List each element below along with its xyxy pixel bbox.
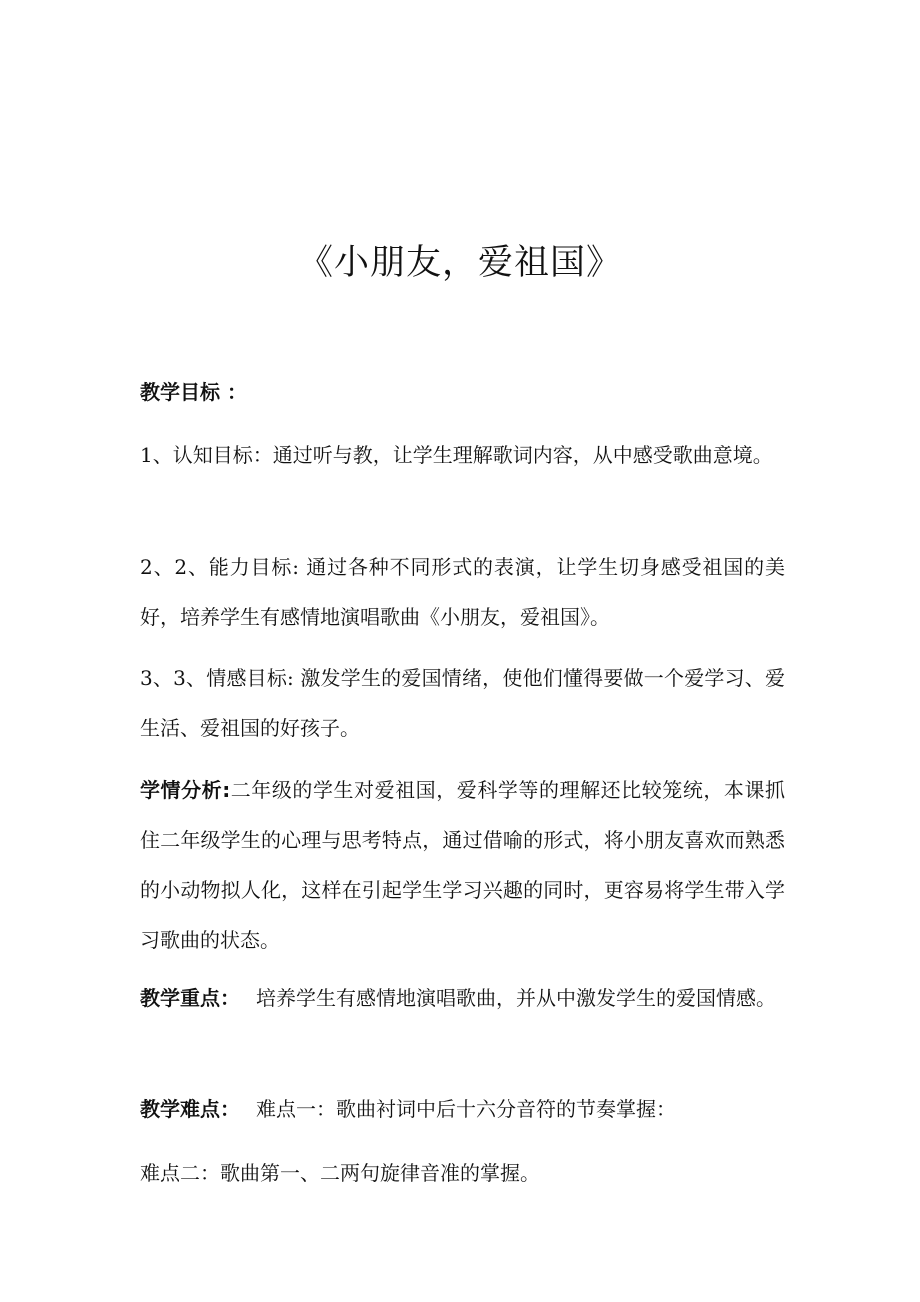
learning-analysis-paragraph (140, 765, 785, 965)
learning-analysis-text: 二年级的学生对爱祖国，爱科学等的理解还比较笼统，本课抓住二年级学生的心理与思考特点，通过借喻的形式，将小朋友喜欢而熟悉的小动物拟人化，这样在引起学生学习兴趣的同时，更容易将学生带入学习歌曲的状态。 (140, 778, 786, 952)
difficulty-paragraph (140, 1084, 785, 1134)
difficulty-2: 难点二：歌曲第一、二两句旋律音准的掌握。 (140, 1161, 540, 1185)
objective-3: 3、3、情感目标: 激发学生的爱国情绪，使他们懂得要做一个爱学习、爱生活、爱祖国的好孩子。 (140, 666, 785, 740)
key-point-text: 培养学生有感情地演唱歌曲，并从中激发学生的爱国情感。 (256, 986, 776, 1010)
objective-1: 1、认知目标：通过听与教，让学生理解歌词内容，从中感受歌曲意境。 (140, 443, 773, 467)
key-point-label: 教学重点： (140, 986, 240, 1010)
difficulty-1-text: 难点一：歌曲衬词中后十六分音符的节奏掌握： (256, 1097, 676, 1121)
objectives-heading-paragraph (140, 367, 785, 417)
difficulty-label: 教学难点： (140, 1097, 240, 1121)
objective-2: 2、2、能力目标: 通过各种不同形式的表演，让学生切身感受祖国的美好，培养学生有感情地演唱歌曲《小朋友，爱祖国》。 (140, 555, 785, 629)
objectives-heading: 教学目标 ： (140, 380, 247, 404)
key-point-paragraph (140, 973, 785, 1023)
learning-analysis-label: 学情分析: (140, 778, 231, 802)
document-title: 《小朋友，爱祖国》 (297, 243, 622, 283)
